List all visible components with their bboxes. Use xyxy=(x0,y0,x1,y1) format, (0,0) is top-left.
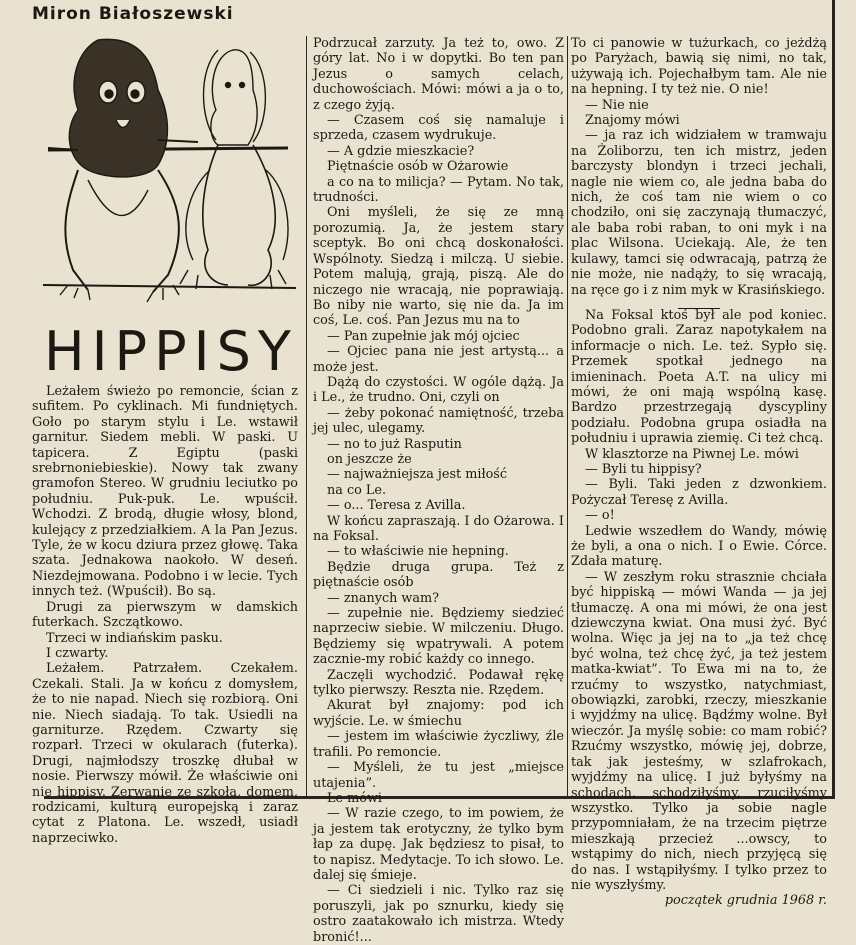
paragraph: Dążą do czystości. W ogóle dążą. Ja i Le., że trudno. Oni, czyli on xyxy=(313,374,564,406)
paragraph: — Ci siedzieli i nic. Tylko raz się poruszyli, jak po sznurku, kiedy się ostro zaatakowało ich mistrza. Wtedy bronić!... xyxy=(313,883,564,945)
author-name: Miron Białoszewski xyxy=(32,4,234,24)
paragraph: — no to już Rasputin xyxy=(327,436,462,452)
paragraph: Drugi za pierwszym w damskich futerkach. Szczątkowo. xyxy=(32,599,298,631)
paragraph: Trzeci w indiańskim pasku. xyxy=(46,630,223,646)
paragraph: Oni myśleli, że się ze mną porozumią. Ja, że jestem stary sceptyk. Bo oni chcą doskonałości. Wspólnoty. Siedzą i milczą. U siebie. Potem malują, grają, piszą. Ale do niczego nie wracają, nie poprawiają. Bo niby nie warto, się nie da. Ja im coś, Le. coś. Pan Jezus mu na to xyxy=(313,205,564,329)
article-title: HIPPISY xyxy=(44,320,298,383)
paragraph: on jeszcze że xyxy=(327,451,412,467)
paragraph: Zaczęli wychodzić. Podawał rękę tylko pierwszy. Reszta nie. Rzędem. xyxy=(313,667,564,699)
paragraph: — A gdzie mieszkacie? xyxy=(327,143,475,159)
paragraph: Akurat był znajomy: pod ich wyjście. Le. w śmiechu xyxy=(313,698,564,729)
paragraph: — Pan zupełnie jak mój ojciec xyxy=(327,328,520,344)
paragraph: Leżałem. Patrzałem. Czekałem. Czekali. Stali. Ja w końcu z domysłem, że to nie napad. Niech się rozbiorą. Oni nie. Niech siadają. To tak. Usiedli na garniturze. Rzędem. Czwarty się rozparł. Trzeci w okularach (futerka). Drugi, najmłodszy troszkę dłubał w nosie. Pierwszy mówił. Że właściwie oni nie hippisy. Zerwanie ze szkołą, domem, rodzicami, kulturą europejską i zaraz cytat z Platona. Le. wszedł, usiadł naprzeciwko. xyxy=(32,661,298,846)
paragraph: — zupełnie nie. Będziemy siedzieć naprzeciw siebie. W milczeniu. Długo. Będziemy się wpatrywali. A potem zacznie-my robić każdy co innego. xyxy=(313,606,564,668)
paragraph: — jestem im właściwie życzliwy, źle trafili. Po remoncie. xyxy=(313,729,564,760)
paragraph: — o... Teresa z Avilla. xyxy=(327,498,466,514)
paragraph: — W razie czego, to im powiem, że ja jestem tak erotyczny, że tylko bym łap za dupę. Jak będziesz to pisał, to to napisz. Medytacje. To ich słowo. Le. dalej się śmieje. xyxy=(313,806,564,883)
article-date: początek grudnia 1968 r. xyxy=(664,893,827,909)
article-column-2 xyxy=(313,36,564,945)
paragraph: na co Le. xyxy=(327,482,387,498)
paragraph: — Myśleli, że tu jest „miejsce utajenia”. xyxy=(313,760,564,791)
paragraph: W końcu zapraszają. I do Ożarowa. I na Foksal. xyxy=(313,513,564,544)
paragraph: Na Foksal ktoś był ale pod koniec. Podobno grali. Zaraz napotykałem na informacje o nich. Le. też. Sypło się. Przemek spotkał jednego na imieninach. Poeta A.T. na ulicy mi mówi, że oni mają wspólną kasę. Bardzo przestrzegają dyscypliny podziału. Podobna grupa osiadła na południu i uprawia ziemię. Ci też chcą. xyxy=(571,307,827,447)
paragraph: a co na to milicja? — Pytam. No tak, trudności. xyxy=(313,174,564,206)
paragraph: Le mówi xyxy=(327,790,383,806)
paragraph: W klasztorze na Piwnej Le. mówi xyxy=(585,446,799,462)
paragraph: — Nie nie xyxy=(585,97,649,113)
paragraph: Będzie druga grupa. Też z piętnaście osób xyxy=(313,559,564,591)
paragraph: — Ojciec pana nie jest artystą... a może jest. xyxy=(313,344,564,375)
article-column-1 xyxy=(32,384,298,846)
hippies-illustration xyxy=(38,30,300,318)
paragraph: — Byli tu hippisy? xyxy=(585,461,702,477)
article-column-3 xyxy=(571,36,827,909)
paragraph: I czwarty. xyxy=(46,645,109,661)
right-border xyxy=(832,0,835,799)
section-separator xyxy=(571,298,827,308)
paragraph: Ledwie wszedłem do Wandy, mówię że byli, a ona o nich. I o Ewie. Córce. Zdała maturę. xyxy=(571,523,827,570)
paragraph: — o! xyxy=(585,508,615,524)
paragraph: Leżałem świeżo po remoncie, ścian z sufitem. Po cyklinach. Mi fundniętych. Goło po starym stylu i Le. wstawił garnitur. Siedem mebli. W paski. U tapicera. Z Egiptu (paski srebrnoniebieskie). Nowy tak zwany gramofon Stereo. W grudniu leciutko po południu. Puk-puk. Le. wpuścił. Wchodzi. Z brodą, długie włosy, blond, kulejący z przedziałkiem. A la Pan Jezus. Tyle, że w kocu dziura przez głowę. Taka szata. Jednakowa naokoło. W deseń. Niezdejmowana. Podobno i w lecie. Tych innych też. (Wpuścił). Bo są. xyxy=(32,384,298,600)
paragraph: — żeby pokonać namiętność, trzeba jej ulec, ulegamy. xyxy=(313,405,564,437)
paragraph: — W zeszłym roku strasznie chciała być hippiską — mówi Wanda — ja jej tłumaczę. A ona mi mówi, że ona jest dziewczyna kwiat. Ona musi żyć. Być wolna. Więc ja jej na to „ja też chcę być wolna, też chcę żyć, ja też jestem matka-kwiat”. To Ewa mi na to, że rzućmy to wszystko, natychmiast, obowiązki, zarobki, rzeczy, mieszkanie i wyjdźmy na ulicę. Bądźmy wolne. Był wieczór. Ja myślę sobie: co mam robić? Rzućmy wszystko, mówię jej, dobrze, tak jak jesteśmy, w szlafrokach, wyjdźmy na ulicę. I już byłyśmy na schodach, schodziłyśmy, rzuciłyśmy wszystko. Tylko ja sobie nagle przypomniałam, że na trzecim piętrze mieszkają przecież ...owscy, to wstąpimy do nich, niech przyjęcą się do nas. I wstąpiłyśmy. I tylko przez to nie wyszłyśmy. xyxy=(571,569,827,893)
paragraph: Piętnaście osób w Ożarowie xyxy=(327,159,509,175)
paragraph: Podrzucał zarzuty. Ja też to, owo. Z góry lat. No i w dopytki. Bo ten pan Jezus o samych celach, duchowościach. Mówi: mówi a ja o to, z czego żyją. xyxy=(313,36,564,113)
paragraph: — Czasem coś się namaluje i sprzeda, czasem wydrukuje. xyxy=(313,113,564,144)
paragraph: — ja raz ich widziałem w tramwaju na Żoliborzu, ten ich mistrz, jeden barczysty blondyn i trzeci jechali, nagle nie wiem co, ale jedna baba do nich, że coś tam nie wiem o co chodziło, oni się zaczynają tłumaczyć, ale baba robi raban, to oni myk i na plac Wilsona. Uciekają. Ale, że ten kulawy, tamci się odwracają, patrzą że nie może, nie nadąży, to się wracają, na ręce go i z nim myk w Krasińskiego. xyxy=(571,128,827,298)
paragraph: Znajomy mówi xyxy=(585,113,680,129)
column-divider xyxy=(306,36,307,796)
paragraph: — najważniejsza jest miłość xyxy=(327,467,508,483)
paragraph: To ci panowie w tużurkach, co jeżdżą po Paryżach, bawią się nimi, no tak, używają ich. Pojechałbym tam. Ale nie na hepning. I ty też nie. O nie! xyxy=(571,36,827,98)
column-divider xyxy=(567,36,568,796)
paragraph: — Byli. Taki jeden z dzwonkiem. Pożyczał Teresę z Avilla. xyxy=(571,477,827,508)
paragraph: — to właściwie nie hepning. xyxy=(327,544,509,560)
paragraph: — znanych wam? xyxy=(327,590,440,606)
